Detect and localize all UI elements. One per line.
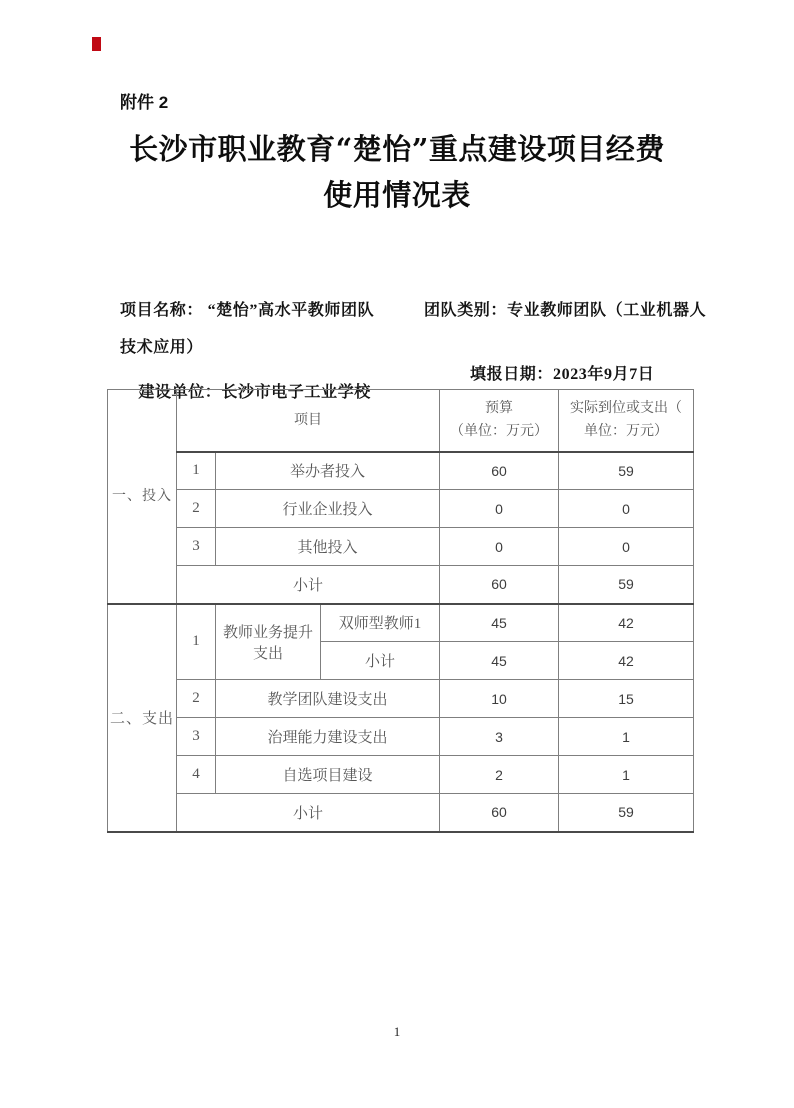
subtotal-label-cell: 小计 [177,794,440,832]
row-name-cell: 举办者投入 [216,452,440,490]
project-name-line: 项目名称： “楚怡”高水平教师团队 团队类别：专业教师团队（工业机器人 [120,302,707,319]
table-row [108,452,694,490]
row-no-cell: 3 [177,718,216,756]
row-no-cell: 2 [177,680,216,718]
row-name-cell: 行业企业投入 [216,490,440,528]
header-budget-cell [440,390,559,452]
header-item-cell: 项目 [177,390,440,452]
row-actual-cell: 1 [559,756,694,794]
row-no-cell: 1 [177,452,216,490]
subrow-budget-cell: 45 [440,604,559,642]
row-budget-cell: 3 [440,718,559,756]
row-actual-cell: 15 [559,680,694,718]
page-title-line1: 长沙市职业教育“楚怡”重点建设项目经费 [129,132,665,166]
page-title-line2: 使用情况表 [323,178,471,212]
subtotal-actual-cell: 59 [559,566,694,604]
table-row [108,490,694,528]
subtotal-row-expense [108,794,694,832]
red-mark [92,37,101,51]
section-label-expense: 二、支出 [108,604,177,832]
table-row [108,756,694,794]
subrow-budget-cell: 45 [440,642,559,680]
row-name-cell: 教学团队建设支出 [216,680,440,718]
table-header-row [108,390,694,452]
table-row [108,718,694,756]
row-no-cell: 2 [177,490,216,528]
subtotal-label-cell: 小计 [177,566,440,604]
group-name-cell [216,604,321,680]
page-number: 1 [393,1024,401,1039]
table-row [108,680,694,718]
row-name-cell: 治理能力建设支出 [216,718,440,756]
row-budget-cell: 0 [440,528,559,566]
subtotal-budget-cell: 60 [440,566,559,604]
header-budget-line2: （单位：万元） [450,424,548,440]
table-row [108,604,694,642]
subtotal-budget-cell: 60 [440,794,559,832]
table-row [108,528,694,566]
row-budget-cell: 10 [440,680,559,718]
project-name-wrap-line: 技术应用） [120,339,204,356]
row-actual-cell: 1 [559,718,694,756]
subtotal-row-input [108,566,694,604]
row-actual-cell: 59 [559,452,694,490]
subrow-actual-cell: 42 [559,642,694,680]
row-no-cell: 1 [177,604,216,680]
row-name-cell: 自选项目建设 [216,756,440,794]
row-no-cell: 3 [177,528,216,566]
construction-unit-label: 建设单位：长沙市电子工业学校 [138,384,371,401]
header-actual-line2: 单位：万元） [584,424,668,440]
row-actual-cell: 0 [559,490,694,528]
page-title [0,126,794,218]
header-budget-line1: 预算 [485,401,513,417]
group-name-line1: 教师业务提升 [222,624,313,641]
row-budget-cell: 60 [440,452,559,490]
header-actual-line1: 实际到位或支出（ [570,401,682,417]
section-label-input: 一、投入 [108,390,177,604]
row-budget-cell: 2 [440,756,559,794]
report-date-label: 填报日期：2023年9月7日 [470,366,655,383]
group-name-line2: 支出 [252,645,283,662]
subtotal-actual-cell: 59 [559,794,694,832]
row-no-cell: 4 [177,756,216,794]
header-actual-cell [559,390,694,452]
attachment-label: 附件 2 [120,93,169,112]
row-name-cell: 其他投入 [216,528,440,566]
row-budget-cell: 0 [440,490,559,528]
subrow-name-cell: 双师型教师1 [321,604,440,642]
subrow-actual-cell: 42 [559,604,694,642]
funding-table [107,389,694,833]
row-actual-cell: 0 [559,528,694,566]
subrow-name-cell: 小计 [321,642,440,680]
